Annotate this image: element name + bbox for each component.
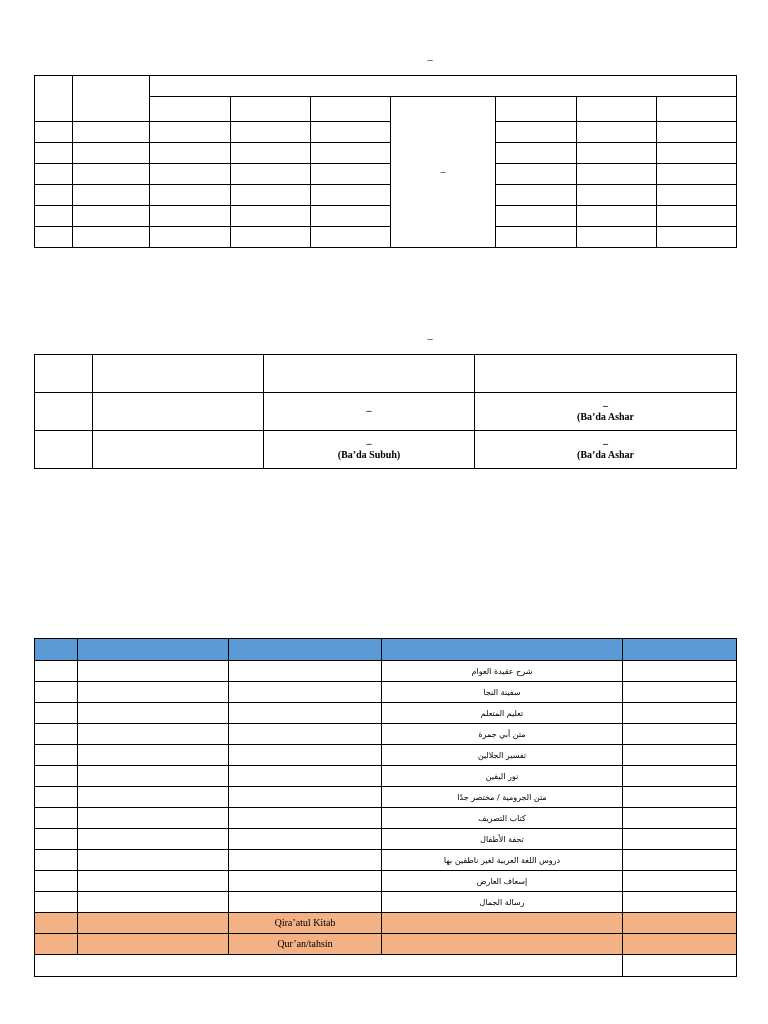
book-title: تعليم المتعلم xyxy=(382,703,623,724)
book-title: كتاب التصريف xyxy=(382,808,623,829)
book-title: متن الجرومية / مختصر جدًا xyxy=(382,787,623,808)
book-title: سفينة النجا xyxy=(382,682,623,703)
header-row xyxy=(35,639,737,661)
header-cell xyxy=(657,97,737,122)
session-mark: – xyxy=(603,438,608,450)
extra-subject: Qur’an/tahsin xyxy=(229,934,382,955)
header-cell xyxy=(231,97,311,122)
header-cell xyxy=(311,97,391,122)
sessions-table xyxy=(34,354,737,469)
book-title: إسعاف العارض xyxy=(382,871,623,892)
table-row xyxy=(35,871,737,892)
table-row xyxy=(35,206,737,227)
table-row xyxy=(35,703,737,724)
session-mark: – xyxy=(603,400,608,412)
book-title: دروس اللغة العربية لغير ناطقين بها xyxy=(382,850,623,871)
schedule-heading: – xyxy=(427,54,433,66)
table-row xyxy=(35,787,737,808)
table-row xyxy=(35,227,737,248)
session-note: (Ba’da Ashar xyxy=(577,449,634,461)
header-cell xyxy=(577,97,657,122)
table-row xyxy=(35,661,737,682)
header-cell xyxy=(150,76,737,97)
session-note: (Ba’da Subuh) xyxy=(337,449,401,461)
sessions-heading: – xyxy=(427,333,433,345)
schedule-table xyxy=(34,75,737,248)
table-row xyxy=(35,892,737,913)
total-row xyxy=(35,955,737,977)
header-cell xyxy=(73,76,150,122)
table-row xyxy=(35,431,737,469)
table-row xyxy=(35,185,737,206)
table-row xyxy=(35,143,737,164)
header-cell xyxy=(150,97,231,122)
book-title: متن أبي جمرة xyxy=(382,724,623,745)
session-mark: – xyxy=(366,406,372,417)
table-row xyxy=(35,766,737,787)
book-title: تحفة الأطفال xyxy=(382,829,623,850)
merged-cell-mark: – xyxy=(440,166,446,178)
table-row xyxy=(35,393,737,431)
book-title: شرح عقيدة العوام xyxy=(382,661,623,682)
header-cell xyxy=(496,97,577,122)
book-title: رسالة الجمال xyxy=(382,892,623,913)
book-title: تفسير الجلالين xyxy=(382,745,623,766)
header-cell xyxy=(35,76,73,122)
table-row xyxy=(35,745,737,766)
session-note: (Ba’da Ashar xyxy=(577,411,634,423)
table-row xyxy=(35,829,737,850)
curriculum-table xyxy=(34,638,737,977)
table-row xyxy=(35,682,737,703)
highlight-row xyxy=(35,913,737,934)
table-row xyxy=(35,164,737,185)
table-row xyxy=(35,724,737,745)
table-row xyxy=(35,122,737,143)
table-row xyxy=(35,808,737,829)
merged-cell xyxy=(391,97,496,248)
session-mark: – xyxy=(366,438,372,450)
book-title: نور اليقين xyxy=(382,766,623,787)
highlight-row xyxy=(35,934,737,955)
extra-subject: Qira’atul Kitab xyxy=(229,913,382,934)
table-row xyxy=(35,355,737,393)
table-row xyxy=(35,850,737,871)
